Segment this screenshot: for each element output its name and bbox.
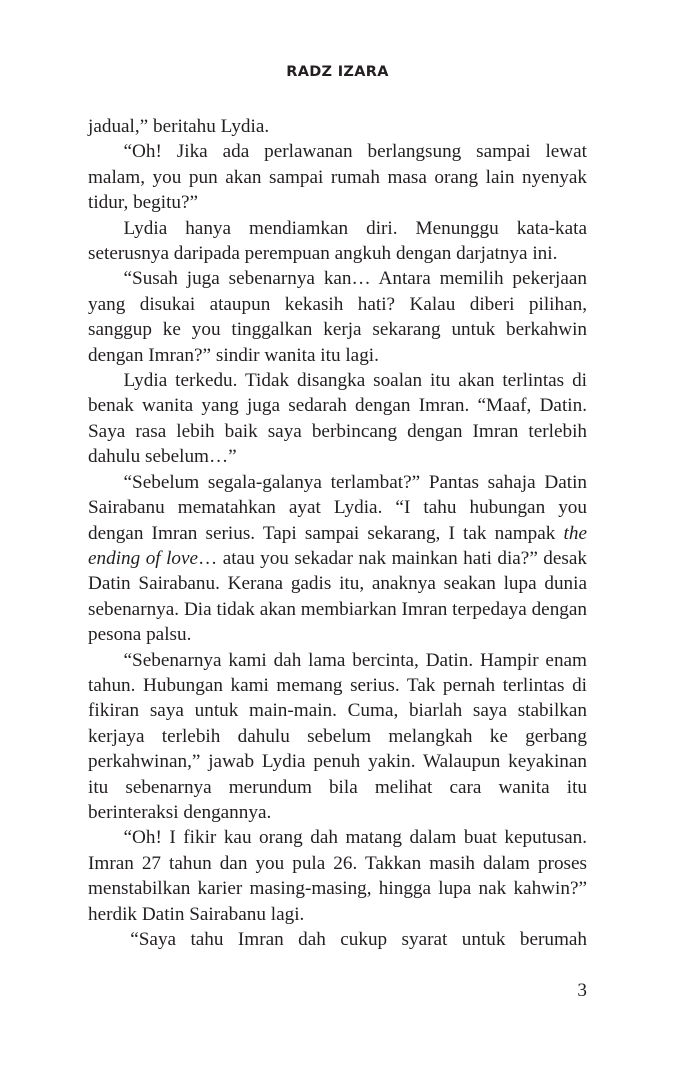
paragraph: “Saya tahu Imran dah cukup syarat untuk berumah xyxy=(130,929,587,950)
paragraph: Lydia terkedu. Tidak disangka soalan itu akan terlintas di benak wanita yang juga sedarah dengan Imran. “Maaf, Datin. Saya rasa lebih baik saya berbincang dengan Imran terlebih dahulu sebelum…” xyxy=(88,370,587,468)
paragraph: “Oh! I fikir kau orang dah matang dalam buat keputusan. Imran 27 tahun dan you pula 26. Takkan masih dalam proses menstabilkan karier masing-masing, hingga lupa nak kahwin?” herdik Datin Sairabanu lagi. xyxy=(88,827,587,925)
paragraph-segment: “Sebelum segala-galanya terlambat?” Pantas sahaja Datin Sairabanu mematahkan ayat Lydia. “I tahu hubungan you dengan Imran serius. Tapi sampai sekarang, I tak nampak xyxy=(88,471,587,544)
italic-phrase: the ending of love xyxy=(88,522,587,569)
paragraph xyxy=(88,470,587,648)
paragraph: “Sebenarnya kami dah lama bercinta, Datin. Hampir enam tahun. Hubungan kami memang serius. Tak pernah terlintas di fikiran saya untuk main-main. Cuma, biarlah saya stabilkan kerjaya terlebih dahulu sebelum melangkah ke gerbang perkahwinan,” jawab Lydia penuh yakin. Walaupun keyakinan itu sebenarnya merundum bila melihat cara wanita itu berinteraksi dengannya. xyxy=(88,649,587,823)
page-number: 3 xyxy=(577,980,587,1001)
body-text xyxy=(88,114,587,952)
running-header: RADZ IZARA xyxy=(286,64,389,80)
paragraph: “Oh! Jika ada perlawanan berlangsung sampai lewat malam, you pun akan sampai rumah masa orang lain nyenyak tidur, begitu?” xyxy=(88,141,587,214)
paragraph-segment: … atau you sekadar nak mainkan hati dia?” desak Datin Sairabanu. Kerana gadis itu, anaknya seakan lupa dunia sebenarnya. Dia tidak akan membiarkan Imran terpedaya dengan pesona palsu. xyxy=(88,547,587,646)
paragraph: “Susah juga sebenarnya kan… Antara memilih pekerjaan yang disukai ataupun kekasih hati? Kalau diberi pilihan, sanggup ke you tinggalkan kerja sekarang untuk berkahwin dengan Imran?” sindir wanita itu lagi. xyxy=(88,268,587,366)
paragraph: Lydia hanya mendiamkan diri. Menunggu kata-kata seterusnya daripada perempuan angkuh dengan darjatnya ini. xyxy=(88,217,587,265)
paragraph: jadual,” beritahu Lydia. xyxy=(88,116,270,137)
